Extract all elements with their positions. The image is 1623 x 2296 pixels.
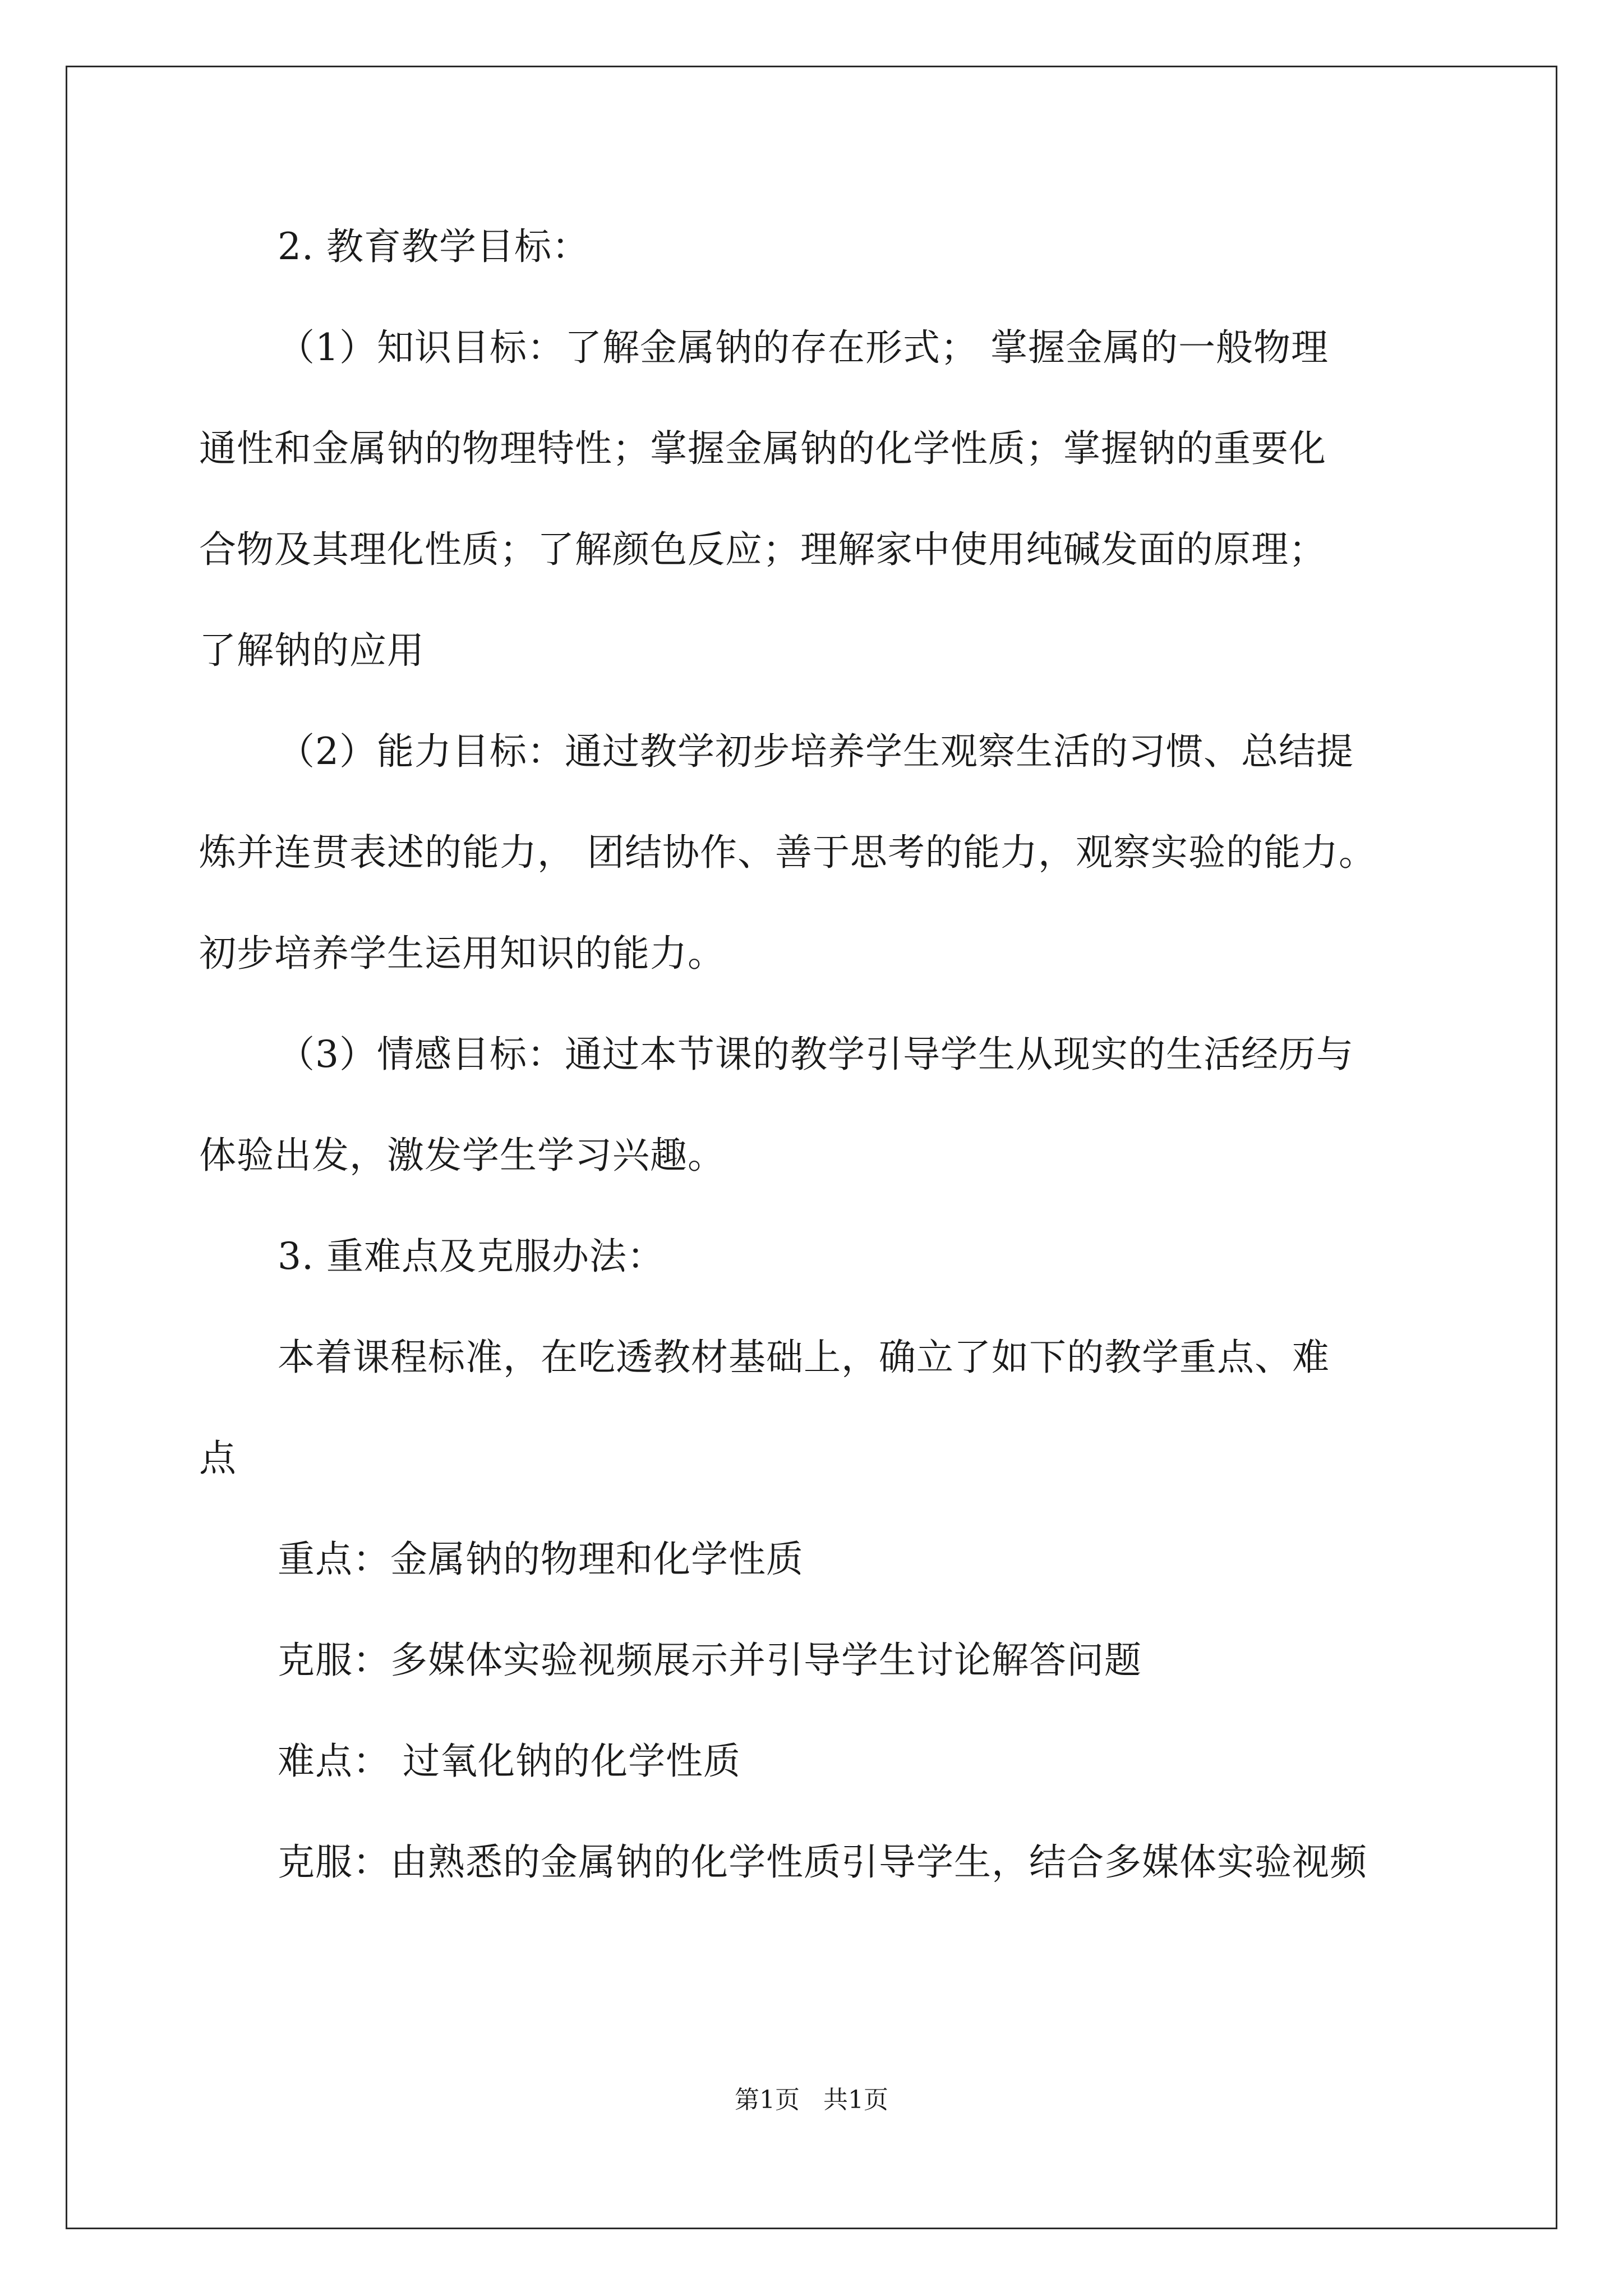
paragraph-emotion-objective-line-1: （3）情感目标：通过本节课的教学引导学生从现实的生活经历与 bbox=[278, 1033, 1354, 1076]
paragraph-curriculum-line-2: 点 bbox=[199, 1437, 237, 1480]
key-point: 重点：金属钠的物理和化学性质 bbox=[278, 1538, 804, 1581]
paragraph-ability-objective-line-1: （2）能力目标：通过教学初步培养学生观察生活的习惯、总结提 bbox=[278, 730, 1354, 773]
paragraph-ability-objective-line-3: 初步培养学生运用知识的能力。 bbox=[199, 932, 725, 975]
key-point-solution: 克服：多媒体实验视频展示并引导学生讨论解答问题 bbox=[278, 1639, 1142, 1682]
heading-teaching-objectives: 2. 教育教学目标： bbox=[278, 225, 589, 268]
difficult-point: 难点： 过氧化钠的化学性质 bbox=[278, 1740, 741, 1783]
paragraph-knowledge-objective-line-1: （1）知识目标：了解金属钠的存在形式； 掌握金属的一般物理 bbox=[278, 326, 1329, 369]
heading-key-difficulties: 3. 重难点及克服办法： bbox=[278, 1235, 665, 1278]
paragraph-emotion-objective-line-2: 体验出发，激发学生学习兴趣。 bbox=[199, 1134, 725, 1177]
paragraph-knowledge-objective-line-2: 通性和金属钠的物理特性；掌握金属钠的化学性质；掌握钠的重要化 bbox=[199, 427, 1326, 470]
paragraph-ability-objective-line-2: 炼并连贯表述的能力， 团结协作、善于思考的能力，观察实验的能力。 bbox=[199, 831, 1376, 874]
paragraph-knowledge-objective-line-3: 合物及其理化性质；了解颜色反应；理解家中使用纯碱发面的原理； bbox=[199, 528, 1326, 571]
page-footer: 第1页 共1页 bbox=[735, 2086, 888, 2114]
paragraph-knowledge-objective-line-4: 了解钠的应用 bbox=[199, 629, 425, 672]
paragraph-curriculum-line-1: 本着课程标准，在吃透教材基础上，确立了如下的教学重点、难 bbox=[278, 1336, 1330, 1379]
difficult-point-solution: 克服：由熟悉的金属钠的化学性质引导学生，结合多媒体实验视频 bbox=[278, 1841, 1367, 1884]
